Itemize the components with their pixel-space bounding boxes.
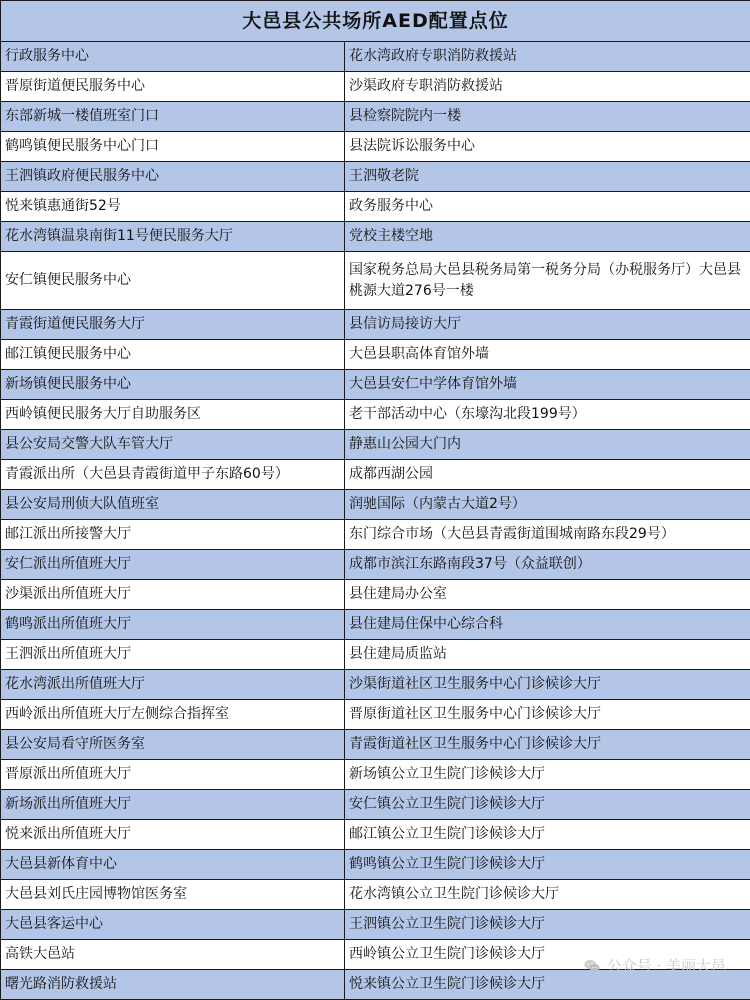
location-cell-left: 花水湾派出所值班大厅 [1, 670, 345, 700]
table-body [1, 42, 750, 1000]
table-row [1, 400, 750, 430]
table-row [1, 910, 750, 940]
location-cell-left: 安仁派出所值班大厅 [1, 550, 345, 580]
location-cell-left: 王泗派出所值班大厅 [1, 640, 345, 670]
location-cell-right: 静惠山公园大门内 [345, 430, 750, 460]
table-row [1, 72, 750, 102]
table-row [1, 310, 750, 340]
location-cell-left: 沙渠派出所值班大厅 [1, 580, 345, 610]
location-cell-right: 花水湾政府专职消防救援站 [345, 42, 750, 72]
location-cell-left: 曙光路消防救援站 [1, 970, 345, 1000]
location-cell-left: 县公安局刑侦大队值班室 [1, 490, 345, 520]
location-cell-right: 沙渠政府专职消防救援站 [345, 72, 750, 102]
table-row [1, 340, 750, 370]
location-cell-left: 新场镇便民服务中心 [1, 370, 345, 400]
table-row [1, 520, 750, 550]
table-row [1, 370, 750, 400]
location-cell-left: 县公安局看守所医务室 [1, 730, 345, 760]
location-cell-right: 县住建局办公室 [345, 580, 750, 610]
location-cell-left: 大邑县刘氏庄园博物馆医务室 [1, 880, 345, 910]
table-row [1, 102, 750, 132]
table-row [1, 222, 750, 252]
location-cell-right: 西岭镇公立卫生院门诊候诊大厅 [345, 940, 750, 970]
table-row [1, 640, 750, 670]
location-cell-left: 鹤鸣派出所值班大厅 [1, 610, 345, 640]
location-cell-right: 安仁镇公立卫生院门诊候诊大厅 [345, 790, 750, 820]
table-row [1, 700, 750, 730]
location-cell-right: 润驰国际（内蒙古大道2号） [345, 490, 750, 520]
table-row [1, 580, 750, 610]
table-row [1, 790, 750, 820]
table-row [1, 940, 750, 970]
table-row [1, 42, 750, 72]
table-row [1, 132, 750, 162]
table-title: 大邑县公共场所AED配置点位 [1, 1, 750, 42]
location-cell-right: 县住建局住保中心综合科 [345, 610, 750, 640]
location-cell-right: 大邑县安仁中学体育馆外墙 [345, 370, 750, 400]
location-cell-right: 东门综合市场（大邑县青霞街道围城南路东段29号） [345, 520, 750, 550]
location-cell-right: 成都西湖公园 [345, 460, 750, 490]
location-cell-right: 青霞街道社区卫生服务中心门诊候诊大厅 [345, 730, 750, 760]
location-cell-left: 新场派出所值班大厅 [1, 790, 345, 820]
table-row [1, 970, 750, 1000]
location-cell-right: 花水湾镇公立卫生院门诊候诊大厅 [345, 880, 750, 910]
location-cell-right: 党校主楼空地 [345, 222, 750, 252]
location-cell-left: 花水湾镇温泉南街11号便民服务大厅 [1, 222, 345, 252]
location-cell-left: 鹤鸣镇便民服务中心门口 [1, 132, 345, 162]
title-row [1, 1, 750, 42]
location-cell-left: 东部新城一楼值班室门口 [1, 102, 345, 132]
table-row [1, 430, 750, 460]
table-row [1, 760, 750, 790]
table-row [1, 730, 750, 760]
location-cell-right: 国家税务总局大邑县税务局第一税务分局（办税服务厅）大邑县桃源大道276号一楼 [345, 252, 750, 310]
location-cell-left: 高铁大邑站 [1, 940, 345, 970]
table-row [1, 460, 750, 490]
location-cell-right: 悦来镇公立卫生院门诊候诊大厅 [345, 970, 750, 1000]
table-row [1, 610, 750, 640]
location-cell-left: 大邑县新体育中心 [1, 850, 345, 880]
location-cell-left: 晋原派出所值班大厅 [1, 760, 345, 790]
location-cell-left: 西岭派出所值班大厅左侧综合指挥室 [1, 700, 345, 730]
location-cell-left: 安仁镇便民服务中心 [1, 252, 345, 310]
location-cell-left: 悦来镇惠通街52号 [1, 192, 345, 222]
table-row [1, 162, 750, 192]
table-row [1, 490, 750, 520]
table-row [1, 192, 750, 222]
table-row [1, 550, 750, 580]
location-cell-left: 大邑县客运中心 [1, 910, 345, 940]
location-cell-right: 王泗镇公立卫生院门诊候诊大厅 [345, 910, 750, 940]
table-row [1, 252, 750, 310]
location-cell-left: 晋原街道便民服务中心 [1, 72, 345, 102]
location-cell-left: 邮江派出所接警大厅 [1, 520, 345, 550]
location-cell-right: 王泗敬老院 [345, 162, 750, 192]
table-row [1, 850, 750, 880]
location-cell-right: 政务服务中心 [345, 192, 750, 222]
location-cell-right: 沙渠街道社区卫生服务中心门诊候诊大厅 [345, 670, 750, 700]
location-cell-left: 行政服务中心 [1, 42, 345, 72]
location-cell-right: 县检察院院内一楼 [345, 102, 750, 132]
location-cell-left: 青霞派出所（大邑县青霞街道甲子东路60号） [1, 460, 345, 490]
location-cell-right: 老干部活动中心（东壕沟北段199号） [345, 400, 750, 430]
location-cell-right: 新场镇公立卫生院门诊候诊大厅 [345, 760, 750, 790]
location-cell-left: 悦来派出所值班大厅 [1, 820, 345, 850]
table-row [1, 820, 750, 850]
location-cell-left: 青霞街道便民服务大厅 [1, 310, 345, 340]
location-cell-right: 县信访局接访大厅 [345, 310, 750, 340]
watermark-text: 公众号 · 美丽大邑 [607, 955, 726, 976]
location-cell-right: 邮江镇公立卫生院门诊候诊大厅 [345, 820, 750, 850]
location-cell-left: 西岭镇便民服务大厅自助服务区 [1, 400, 345, 430]
location-cell-right: 鹤鸣镇公立卫生院门诊候诊大厅 [345, 850, 750, 880]
location-cell-right: 大邑县职高体育馆外墙 [345, 340, 750, 370]
table-row [1, 670, 750, 700]
location-cell-left: 邮江镇便民服务中心 [1, 340, 345, 370]
location-cell-right: 成都市滨江东路南段37号（众益联创） [345, 550, 750, 580]
location-cell-right: 县法院诉讼服务中心 [345, 132, 750, 162]
location-cell-right: 晋原街道社区卫生服务中心门诊候诊大厅 [345, 700, 750, 730]
location-cell-left: 王泗镇政府便民服务中心 [1, 162, 345, 192]
location-cell-right: 县住建局质监站 [345, 640, 750, 670]
table-row [1, 880, 750, 910]
location-cell-left: 县公安局交警大队车管大厅 [1, 430, 345, 460]
